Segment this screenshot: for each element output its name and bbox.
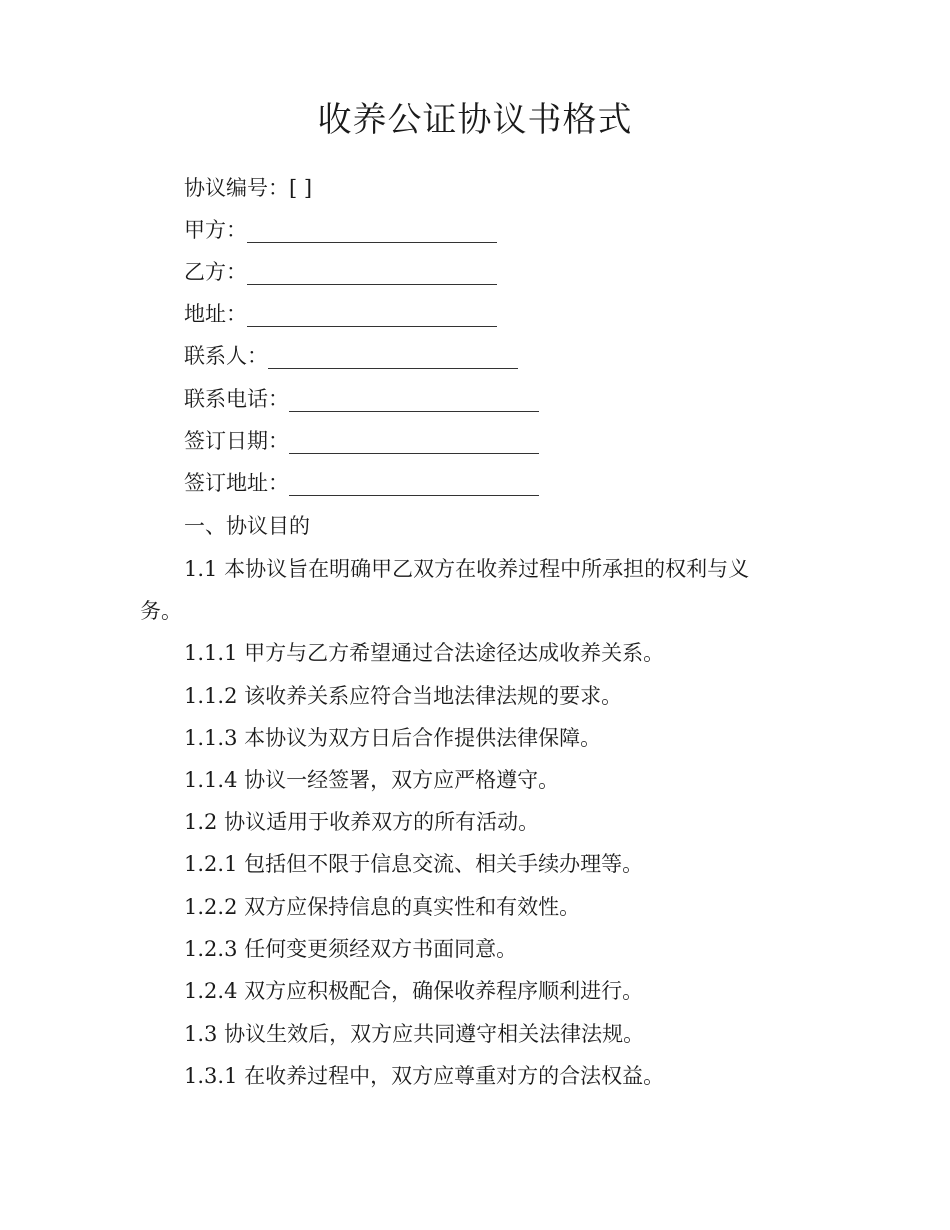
contact-person-label: 联系人：: [184, 344, 268, 368]
clause-1-1-1: 1.1.1 甲方与乙方希望通过合法途径达成收养关系。: [184, 641, 665, 665]
clause-1-1-3: 1.1.3 本协议为双方日后合作提供法律保障。: [184, 726, 602, 750]
party-b-label: 乙方：: [184, 260, 247, 284]
clause-1-1-2: 1.1.2 该收养关系应符合当地法律法规的要求。: [184, 684, 623, 708]
clause-1-1: 1.1 本协议旨在明确甲乙双方在收养过程中所承担的权利与义: [184, 557, 750, 581]
sign-date-blank[interactable]: [289, 431, 539, 454]
address-label: 地址：: [184, 302, 247, 326]
party-a-label: 甲方：: [184, 218, 247, 242]
contact-person-blank[interactable]: [268, 346, 518, 369]
sign-place-label: 签订地址：: [184, 471, 289, 495]
clause-1-1-4: 1.1.4 协议一经签署，双方应严格遵守。: [184, 768, 560, 792]
sign-date-label: 签订日期：: [184, 429, 289, 453]
clause-1-2: 1.2 协议适用于收养双方的所有活动。: [184, 810, 540, 834]
agreement-number-label: 协议编号：: [184, 176, 289, 200]
agreement-number-field: [184, 173, 312, 203]
section-heading: 一、协议目的: [184, 514, 310, 538]
party-b-field: [184, 257, 497, 287]
sign-place-field: [184, 468, 539, 498]
clause-1-2-3: 1.2.3 任何变更须经双方书面同意。: [184, 937, 518, 961]
sign-place-blank[interactable]: [289, 473, 539, 496]
address-field: [184, 299, 497, 329]
contact-phone-blank[interactable]: [289, 389, 539, 412]
clause-1-2-4: 1.2.4 双方应积极配合，确保收养程序顺利进行。: [184, 979, 644, 1003]
party-a-blank[interactable]: [247, 220, 497, 243]
party-b-blank[interactable]: [247, 262, 497, 285]
contact-phone-label: 联系电话：: [184, 387, 289, 411]
clause-1-2-1: 1.2.1 包括但不限于信息交流、相关手续办理等。: [184, 852, 644, 876]
clause-1-1-continued: 务。: [140, 599, 182, 623]
party-a-field: [184, 215, 497, 245]
clause-1-3-1: 1.3.1 在收养过程中，双方应尊重对方的合法权益。: [184, 1064, 665, 1088]
clause-1-2-2: 1.2.2 双方应保持信息的真实性和有效性。: [184, 895, 581, 919]
document-title: 收养公证协议书格式: [317, 100, 633, 140]
address-blank[interactable]: [247, 304, 497, 327]
agreement-number-value: [ ]: [289, 176, 313, 200]
clause-1-3: 1.3 协议生效后，双方应共同遵守相关法律法规。: [184, 1022, 645, 1046]
contact-person-field: [184, 341, 518, 371]
sign-date-field: [184, 426, 539, 456]
contact-phone-field: [184, 384, 539, 414]
